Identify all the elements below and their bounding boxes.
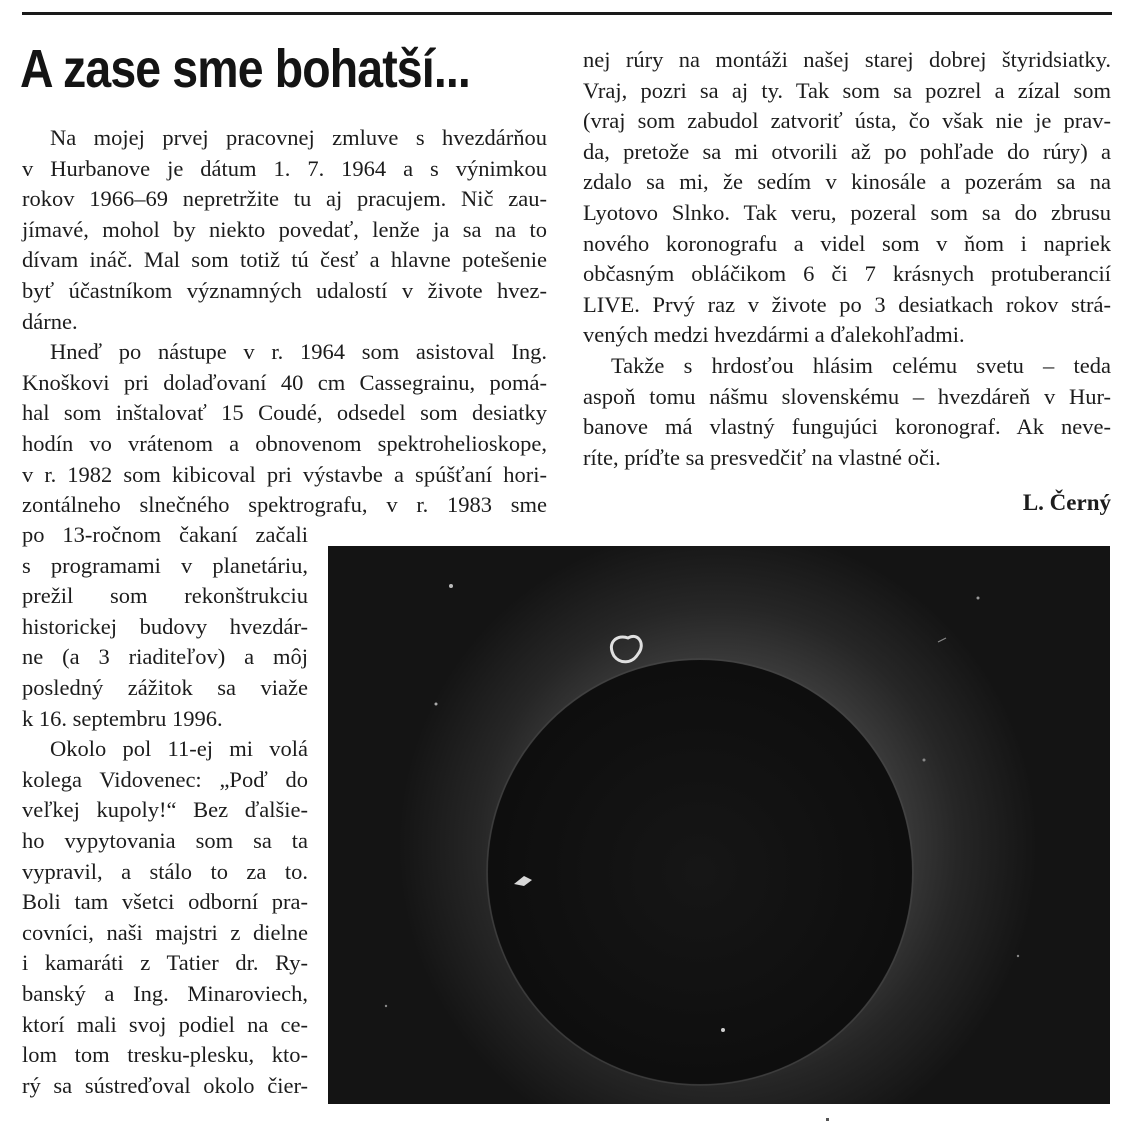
text-line: banský a Ing. Minaroviech, <box>22 980 308 1006</box>
text-line: hodín vo vrátenom a obnovenom spektrohelioskope, <box>22 430 547 456</box>
text-line: nového koronografu a videl som v ňom i napriek <box>583 230 1111 256</box>
text-line: veľkej kupoly!“ Bez ďalšie- <box>22 797 308 823</box>
text-line: Knoškovi pri dolaďovaní 40 cm Cassegrainu, pomá- <box>22 369 547 395</box>
text-line: zontálneho slnečného spektrografu, v r. 1983 sme <box>22 492 547 518</box>
text-line: da, pretože sa mi otvorili až po pohľade do rúry) a <box>583 138 1111 164</box>
print-speck <box>826 1118 829 1121</box>
text-line: prežil som rekonštrukciu <box>22 583 308 609</box>
text-line: lom tom tresku-plesku, kto- <box>22 1042 308 1068</box>
text-line: Hneď po nástupe v r. 1964 som asistoval Ing. <box>50 339 547 365</box>
text-line: Na mojej prvej pracovnej zmluve s hvezdárňou <box>50 125 547 150</box>
text-line: Lyotovo Slnko. Tak veru, pozeral som sa do zbrusu <box>583 199 1111 225</box>
author-signature: L. Černý <box>1022 490 1111 515</box>
text-line: covníci, naši majstri z dielne <box>22 919 308 945</box>
column-left-top <box>22 123 547 521</box>
text-line: aspoň tomu nášmu slovenskému – hvezdáreň v Hur- <box>583 383 1111 409</box>
text-line: zdalo sa mi, že sedím v kinosále a pozerám sa na <box>583 169 1111 195</box>
text-line: Takže s hrdosťou hlásim celému svetu – teda <box>611 352 1111 378</box>
text-line: LIVE. Prvý raz v živote po 3 desiatkach rokov strá- <box>583 291 1111 317</box>
text-line: (vraj som zabudol zatvoriť ústa, čo však nie je prav- <box>583 108 1111 134</box>
text-line: nej rúry na montáži našej starej dobrej štyridsiatky. <box>583 47 1111 72</box>
text-line: v Hurbanove je dátum 1. 7. 1964 a s výnimkou <box>22 155 547 181</box>
column-left-narrow <box>22 520 308 1101</box>
text-line: Okolo pol 11-ej mi volá <box>50 736 308 762</box>
text-line: banove má vlastný fungujúci koronograf. Ak neve- <box>583 414 1111 440</box>
text-line: ríte, príďte sa presvedčiť na vlastné oči. <box>583 444 941 470</box>
text-line: ho vypytovania som sa ta <box>22 827 308 853</box>
text-line: rý sa sústreďoval okolo čier- <box>22 1072 308 1098</box>
text-line: v r. 1982 som kibicoval pri výstavbe a spúšťaní hori- <box>22 461 547 487</box>
sun-disk-image <box>328 546 1110 1104</box>
text-line: k 16. septembru 1996. <box>22 705 223 731</box>
text-line: kolega Vidovenec: „Poď do <box>22 766 308 792</box>
text-line: vených medzi hvezdármi a ďalekohľadmi. <box>583 322 965 348</box>
text-line: ktorí mali svoj podiel na ce- <box>22 1011 308 1037</box>
text-line: dívam ináč. Mal som totiž tú česť a hlavne potešenie <box>22 247 547 273</box>
text-line: po 13-ročnom čakaní začali <box>22 522 308 547</box>
text-line: historickej budovy hvezdár- <box>22 613 308 639</box>
top-rule <box>22 12 1112 15</box>
text-line: dárne. <box>22 308 78 334</box>
text-line: rokov 1966–69 nepretržite tu aj pracujem. Nič zau- <box>22 186 547 212</box>
text-line: Boli tam všetci odborní pra- <box>22 889 308 915</box>
text-line: vypravil, a stálo to za to. <box>22 858 308 884</box>
text-line: občasným obláčikom 6 či 7 krásnych protuberancií <box>583 261 1111 287</box>
text-line: posledný zážitok sa viaže <box>22 674 308 700</box>
text-line: hal som inštalovať 15 Coudé, odsedel som desiatky <box>22 400 547 426</box>
article-title: A zase sme bohatší... <box>20 39 470 99</box>
text-line: i kamaráti z Tatier dr. Ry- <box>22 950 308 976</box>
column-right <box>583 45 1111 473</box>
coronagraph-photo <box>328 546 1110 1104</box>
text-line: ne (a 3 riaditeľov) a môj <box>22 644 308 670</box>
text-line: Vraj, pozri sa aj ty. Tak som sa pozrel a zízal som <box>583 77 1111 103</box>
text-line: byť účastníkom významných udalostí v živote hvez- <box>22 277 547 303</box>
text-line: s programami v planetáriu, <box>22 552 308 578</box>
text-line: jímavé, mohol by niekto povedať, lenže ja sa na to <box>22 216 547 242</box>
